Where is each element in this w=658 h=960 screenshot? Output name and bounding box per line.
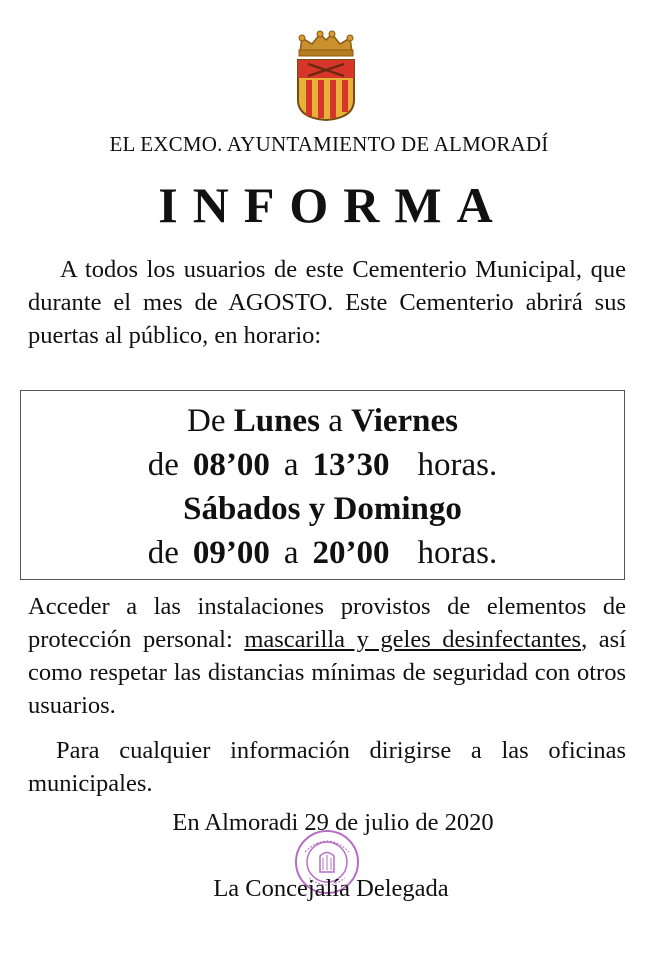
weekend-end-time: 20’00	[312, 535, 390, 571]
from-day: Lunes	[233, 403, 320, 439]
requirements-paragraph: Acceder a las instalaciones provistos de elementos de protección personal: mascarilla y geles desinfectantes, así como respetar las distancias mínimas de seguridad con otros usuarios.	[28, 593, 627, 719]
ppe-items: mascarilla y geles desinfectantes	[244, 626, 582, 653]
issuer-header: EL EXCMO. AYUNTAMIENTO DE ALMORADÍ	[109, 132, 549, 156]
weekday-start-time: 08’00	[192, 447, 270, 483]
schedule-box	[20, 390, 625, 580]
coat-of-arms-icon	[294, 30, 358, 122]
weekend-hours-line: de 09’00 a 20’00 horas.	[147, 535, 498, 571]
date-line: En Almoradi 29 de julio de 2020	[172, 809, 494, 836]
intro-paragraph: A todos los usuarios de este Cementerio Municipal, que durante el mes de AGOSTO. Este Cementerio abrirá sus puertas al público, en horario:	[28, 256, 626, 349]
info-paragraph: Para cualquier información dirigirse a las oficinas municipales.	[28, 737, 626, 797]
notice-title: INFORMA	[158, 177, 508, 233]
weekdays-hours-line: de 08’00 a 13’30 horas.	[147, 447, 498, 483]
weekdays-line: De Lunes a Viernes	[186, 403, 459, 439]
weekday-end-time: 13’30	[312, 447, 390, 483]
signer-line: La Concejalía Delegada	[213, 875, 449, 902]
to-day: Viernes	[351, 403, 459, 439]
weekend-line: Sábados y Domingo	[183, 491, 462, 527]
weekend-start-time: 09’00	[192, 535, 270, 571]
